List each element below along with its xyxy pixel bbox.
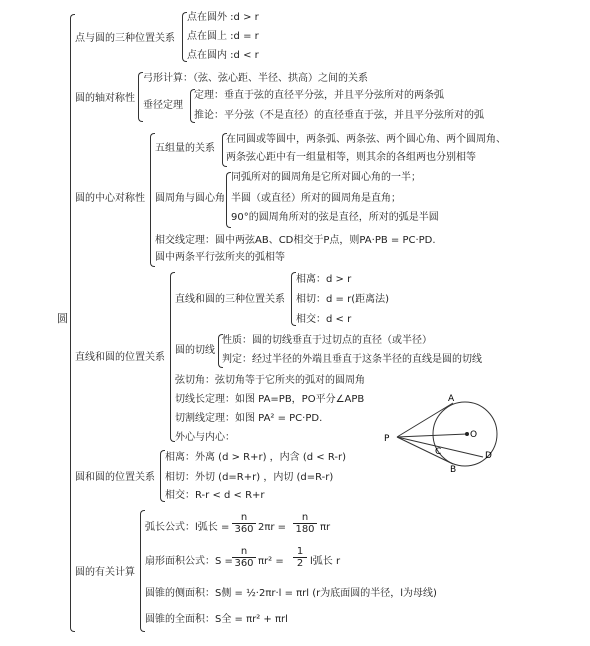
tangent-pa xyxy=(397,403,453,437)
sec3-parallel: 圆中两条平行弦所夹的弧相等 xyxy=(155,252,285,263)
sec3-five-line2: 两条弦心距中有一组量相等，则其余的各组两也分别相等 xyxy=(226,152,476,163)
sec4-secant: 切割线定理：如图 PA² = PC·PD. xyxy=(175,413,323,424)
fraction-n-360: $\frac{n}{360}$ xyxy=(232,512,256,535)
sec3-ins-line3: 90°的圆周角所对的弦是直径，所对的弧是半圆 xyxy=(231,212,439,223)
sec5-item: 相离：外离 (d > R+r) ，内含 (d < R-r) xyxy=(165,452,347,463)
sec3-title: 圆的中心对称性 xyxy=(75,193,145,204)
sec2-chord: 垂径定理 xyxy=(143,100,183,111)
cone-total-area: 圆锥的全面积：S全 = πr² + πrl xyxy=(145,614,288,625)
center-dot xyxy=(465,432,469,436)
sector-term: πr² = xyxy=(258,556,284,567)
sec4-tangent-length: 切线长定理：如图 PA=PB，PO平分∠APB xyxy=(175,394,365,405)
sec3-inscribed: 圆周角与圆心角 xyxy=(155,193,225,204)
sec4-judge: 判定：经过半径的外端且垂直于这条半径的直线是圆的切线 xyxy=(222,354,482,365)
sec4-prop: 性质：圆的切线垂直于过切点的直径（或半径） xyxy=(222,335,432,346)
label-p: P xyxy=(384,434,390,444)
sec6-title: 圆的有关计算 xyxy=(75,567,135,578)
sec4-three-item: 相切：d = r(距离法) xyxy=(296,294,389,305)
sector-term: l弧长 r xyxy=(310,556,341,567)
sec3-ins-line1: 同弧所对的圆周角是它所对圆心角的一半； xyxy=(231,172,421,183)
sec3-five-line1: 在同圆或等圆中，两条弧、两条弦、两个圆心角、两个圆周角、 xyxy=(226,134,506,145)
fraction-half: $\frac{1}{2}$ xyxy=(293,546,307,569)
sec2-corollary: 推论：平分弦（不是直径）的直径垂直于弦，并且平分弦所对的弧 xyxy=(194,110,484,121)
sec4-tangent: 圆的切线 xyxy=(175,345,215,356)
fraction-n-360: $\frac{n}{360}$ xyxy=(232,546,256,569)
arc-term: 2πr = xyxy=(258,522,287,533)
sec1-item: 点在圆上 :d = r xyxy=(187,31,259,42)
label-c: C xyxy=(435,447,442,457)
sec1-item: 点在圆外 :d > r xyxy=(187,12,259,23)
fraction-n-180: $\frac{n}{180}$ xyxy=(293,512,317,535)
sector-area-label: 扇形面积公式：S = xyxy=(145,556,233,567)
sec2-theorem: 定理：垂直于弦的直径平分弦，并且平分弦所对的两条弧 xyxy=(194,90,444,101)
sec4-chord-tangent: 弦切角：弦切角等于它所夹的弧对的圆周角 xyxy=(175,375,365,386)
label-a: A xyxy=(448,394,455,404)
label-b: B xyxy=(450,465,457,472)
arc-length-label: 弧长公式：l弧长 = xyxy=(145,522,230,533)
line-po xyxy=(397,434,467,437)
sec4-title: 直线和圆的位置关系 xyxy=(75,352,165,363)
cone-side-area: 圆锥的侧面积：S侧 = ½·2πr·l = πrl (r为底面圆的半径，l为母线) xyxy=(145,588,437,599)
label-d: D xyxy=(485,451,492,461)
tangent-pb xyxy=(397,437,453,464)
sec3-intersect: 相交线定理：圆中两弦AB、CD相交于P点，则PA·PB = PC·PD. xyxy=(155,235,436,246)
sec5-title: 圆和圆的位置关系 xyxy=(75,472,155,483)
sec2-title: 圆的轴对称性 xyxy=(75,93,135,104)
sec5-item: 相切：外切 (d=R+r) ，内切 (d=R-r) xyxy=(165,472,334,483)
sec3-ins-line2: 半圆（或直径）所对的圆周角是直角； xyxy=(231,193,401,204)
root-brace xyxy=(70,14,75,632)
root-label: 圆 xyxy=(57,312,68,325)
sec1-title: 点与圆的三种位置关系 xyxy=(75,33,175,44)
sec1-item: 点在圆内 :d < r xyxy=(187,50,259,61)
sec4-centers: 外心与内心： xyxy=(175,432,235,443)
sec2-arc: 弓形计算：（弦、弦心距、半径、拱高）之间的关系 xyxy=(143,73,368,84)
tangent-figure xyxy=(375,392,535,472)
sec4-three-item: 相离：d > r xyxy=(296,274,352,285)
label-o: O xyxy=(470,430,478,440)
sec5-item: 相交：R-r < d < R+r xyxy=(165,490,265,501)
arc-term: πr xyxy=(320,522,331,533)
sec4-three: 直线和圆的三种位置关系 xyxy=(175,294,285,305)
sec4-three-item: 相交：d < r xyxy=(296,314,352,325)
sec3-five: 五组量的关系 xyxy=(155,143,215,154)
